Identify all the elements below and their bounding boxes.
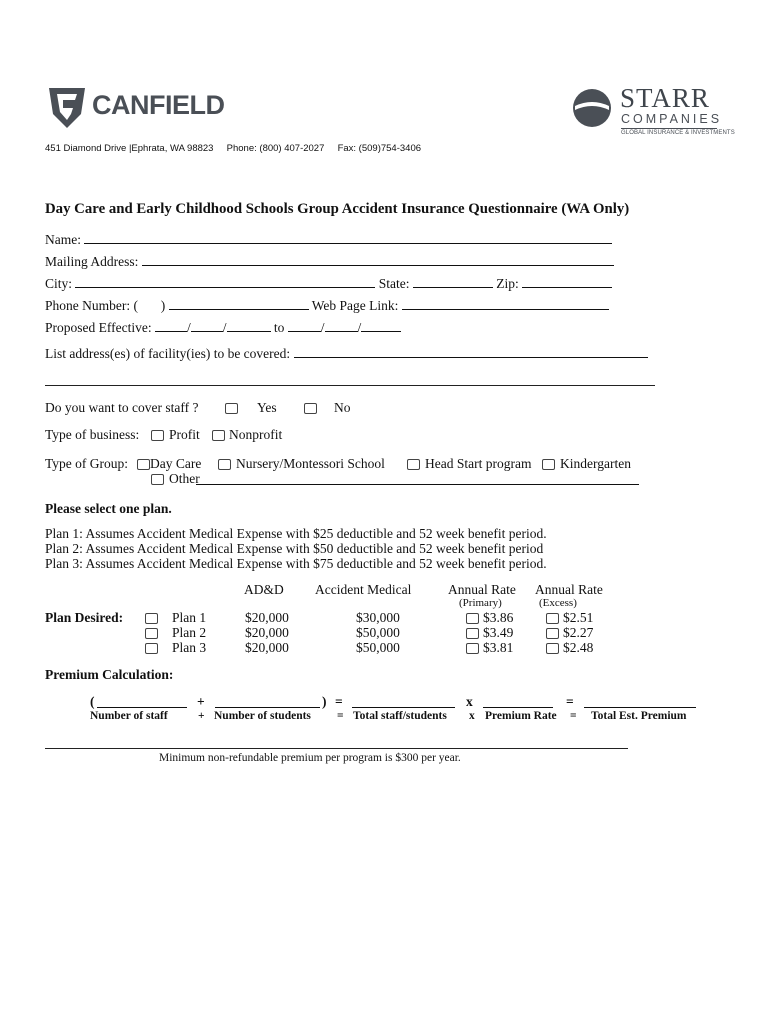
slash: / (222, 320, 227, 335)
profit-checkbox[interactable] (151, 430, 164, 441)
facility-address-field-2[interactable] (45, 385, 655, 386)
mailing-row (45, 253, 614, 270)
formula-labels (90, 710, 168, 722)
starr-globe-icon (572, 88, 612, 128)
nonprofit-checkbox[interactable] (212, 430, 225, 441)
effective-year-to[interactable] (361, 319, 401, 332)
staff-yes-checkbox[interactable] (225, 403, 238, 414)
day-care-checkbox[interactable] (137, 459, 150, 470)
col-header-medical: Accident Medical (315, 582, 412, 597)
name-label: Name: (45, 232, 81, 247)
plan-add-value: $20,000 (245, 610, 289, 625)
total-premium-field[interactable] (584, 695, 696, 708)
staff-no-label: No (334, 400, 351, 415)
head-start-label: Head Start program (425, 456, 532, 471)
facility-row (45, 345, 648, 362)
plan-2-excess-checkbox[interactable] (546, 628, 559, 639)
effective-day-from[interactable] (191, 319, 223, 332)
zip-label: Zip: (496, 276, 519, 291)
other-checkbox[interactable] (151, 474, 164, 485)
starr-divider (621, 128, 717, 129)
col-header-add: AD&D (244, 582, 284, 597)
plan-medical-value: $50,000 (356, 625, 400, 640)
slash: / (357, 320, 362, 335)
plan-2-primary-checkbox[interactable] (466, 628, 479, 639)
business-label: Type of business: (45, 427, 140, 442)
plan-description: Plan 2: Assumes Accident Medical Expense with $50 deductible and 52 week benefit period (45, 541, 544, 556)
plan-excess-rate: $2.51 (563, 610, 594, 625)
phone-close: ) (160, 298, 166, 313)
city-field[interactable] (75, 275, 375, 288)
plan-1-excess-checkbox[interactable] (546, 613, 559, 624)
x-caption: x (469, 710, 475, 722)
facility-address-field[interactable] (294, 345, 648, 358)
number-of-staff-field[interactable] (97, 695, 187, 708)
phone-label: Phone Number: ( (45, 298, 138, 313)
plan-primary-rate: $3.49 (483, 625, 514, 640)
phone-row (45, 297, 609, 314)
web-page-field[interactable] (402, 297, 609, 310)
plan-1-checkbox[interactable] (145, 613, 158, 624)
effective-day-to[interactable] (325, 319, 358, 332)
other-label: Other (169, 471, 200, 486)
plan-excess-rate: $2.27 (563, 625, 594, 640)
phone-field[interactable] (169, 297, 309, 310)
effective-year-from[interactable] (227, 319, 271, 332)
facility-label: List address(es) of facility(ies) to be covered: (45, 346, 291, 361)
plan-add-value: $20,000 (245, 640, 289, 655)
nonprofit-label: Nonprofit (229, 427, 283, 442)
divider-line (45, 748, 628, 749)
plan-excess-rate: $2.48 (563, 640, 594, 655)
plan-primary-rate: $3.81 (483, 640, 514, 655)
page-title: Day Care and Early Childhood Schools Group Accident Insurance Questionnaire (WA Only) (45, 201, 630, 217)
col-subheader-excess: (Excess) (539, 597, 577, 609)
total-staff-students-caption: Total staff/students (353, 710, 447, 722)
equals-caption: = (337, 710, 344, 722)
plan-label: Plan 2 (172, 625, 207, 640)
open-paren: ( (90, 694, 95, 709)
plan-add-value: $20,000 (245, 625, 289, 640)
profit-label: Profit (169, 427, 200, 442)
plan-primary-rate: $3.86 (483, 610, 514, 625)
plan-3-checkbox[interactable] (145, 643, 158, 654)
starr-companies-text: COMPANIES (621, 112, 723, 126)
total-staff-students-field[interactable] (352, 695, 455, 708)
col-subheader-primary: (Primary) (459, 597, 502, 609)
premium-rate-field[interactable] (483, 695, 553, 708)
staff-no-checkbox[interactable] (304, 403, 317, 414)
equals-sign: = (335, 694, 343, 709)
slash: / (320, 320, 325, 335)
staff-caption: Number of staff (90, 710, 168, 722)
city-row (45, 275, 612, 292)
premium-heading: Premium Calculation: (45, 667, 174, 682)
effective-month-from[interactable] (155, 319, 187, 332)
plan-label: Plan 1 (172, 610, 207, 625)
slash: / (186, 320, 191, 335)
plus-caption: + (198, 710, 205, 722)
equals-sign: = (566, 694, 574, 709)
plan-heading: Please select one plan. (45, 501, 172, 516)
head-start-checkbox[interactable] (407, 459, 420, 470)
effective-label: Proposed Effective: (45, 320, 152, 335)
to-label: to (273, 320, 285, 335)
group-label: Type of Group: (45, 456, 129, 471)
company-address: 451 Diamond Drive |Ephrata, WA 98823 Phone: (800) 407-2027 Fax: (509)754-3406 (45, 143, 422, 154)
nursery-checkbox[interactable] (218, 459, 231, 470)
plan-3-excess-checkbox[interactable] (546, 643, 559, 654)
other-field[interactable] (196, 472, 639, 485)
city-label: City: (45, 276, 73, 291)
staff-question: Do you want to cover staff ? (45, 400, 199, 415)
plan-label: Plan 3 (172, 640, 207, 655)
staff-yes-label: Yes (257, 400, 277, 415)
plan-medical-value: $50,000 (356, 640, 400, 655)
state-label: State: (378, 276, 410, 291)
zip-field[interactable] (522, 275, 612, 288)
canfield-shield-icon (45, 84, 89, 130)
minimum-premium-note: Minimum non-refundable premium per program is $300 per year. (159, 752, 461, 764)
plan-description: Plan 1: Assumes Accident Medical Expense with $25 deductible and 52 week benefit period. (45, 526, 547, 541)
premium-rate-caption: Premium Rate (485, 710, 557, 722)
mailing-address-field[interactable] (142, 253, 614, 266)
col-header-excess: Annual Rate (535, 582, 603, 597)
phone-area-field[interactable] (141, 298, 157, 310)
plan-2-checkbox[interactable] (145, 628, 158, 639)
plan-description: Plan 3: Assumes Accident Medical Expense with $75 deductible and 52 week benefit period. (45, 556, 547, 571)
number-of-students-field[interactable] (215, 695, 320, 708)
state-field[interactable] (413, 275, 493, 288)
plan-1-primary-checkbox[interactable] (466, 613, 479, 624)
students-caption: Number of students (214, 710, 311, 722)
starr-logo-text: STARR (620, 83, 710, 113)
col-header-primary: Annual Rate (448, 582, 516, 597)
name-field[interactable] (84, 231, 612, 244)
close-paren: ) (322, 694, 327, 709)
name-row (45, 231, 612, 248)
starr-tagline: GLOBAL INSURANCE & INVESTMENTS (621, 130, 735, 136)
canfield-logo-text: CANFIELD (92, 90, 225, 120)
kindergarten-label: Kindergarten (560, 456, 631, 471)
mailing-label: Mailing Address: (45, 254, 139, 269)
day-care-label: Day Care (150, 456, 202, 471)
times-sign: x (466, 694, 473, 709)
kindergarten-checkbox[interactable] (542, 459, 555, 470)
effective-month-to[interactable] (288, 319, 321, 332)
effective-row (45, 319, 401, 336)
plan-medical-value: $30,000 (356, 610, 400, 625)
nursery-label: Nursery/Montessori School (236, 456, 385, 471)
web-page-label: Web Page Link: (311, 298, 399, 313)
total-premium-caption: Total Est. Premium (591, 710, 687, 722)
plan-3-primary-checkbox[interactable] (466, 643, 479, 654)
equals-caption: = (570, 710, 577, 722)
plan-desired-label: Plan Desired: (45, 610, 124, 625)
plus-sign: + (197, 694, 205, 709)
